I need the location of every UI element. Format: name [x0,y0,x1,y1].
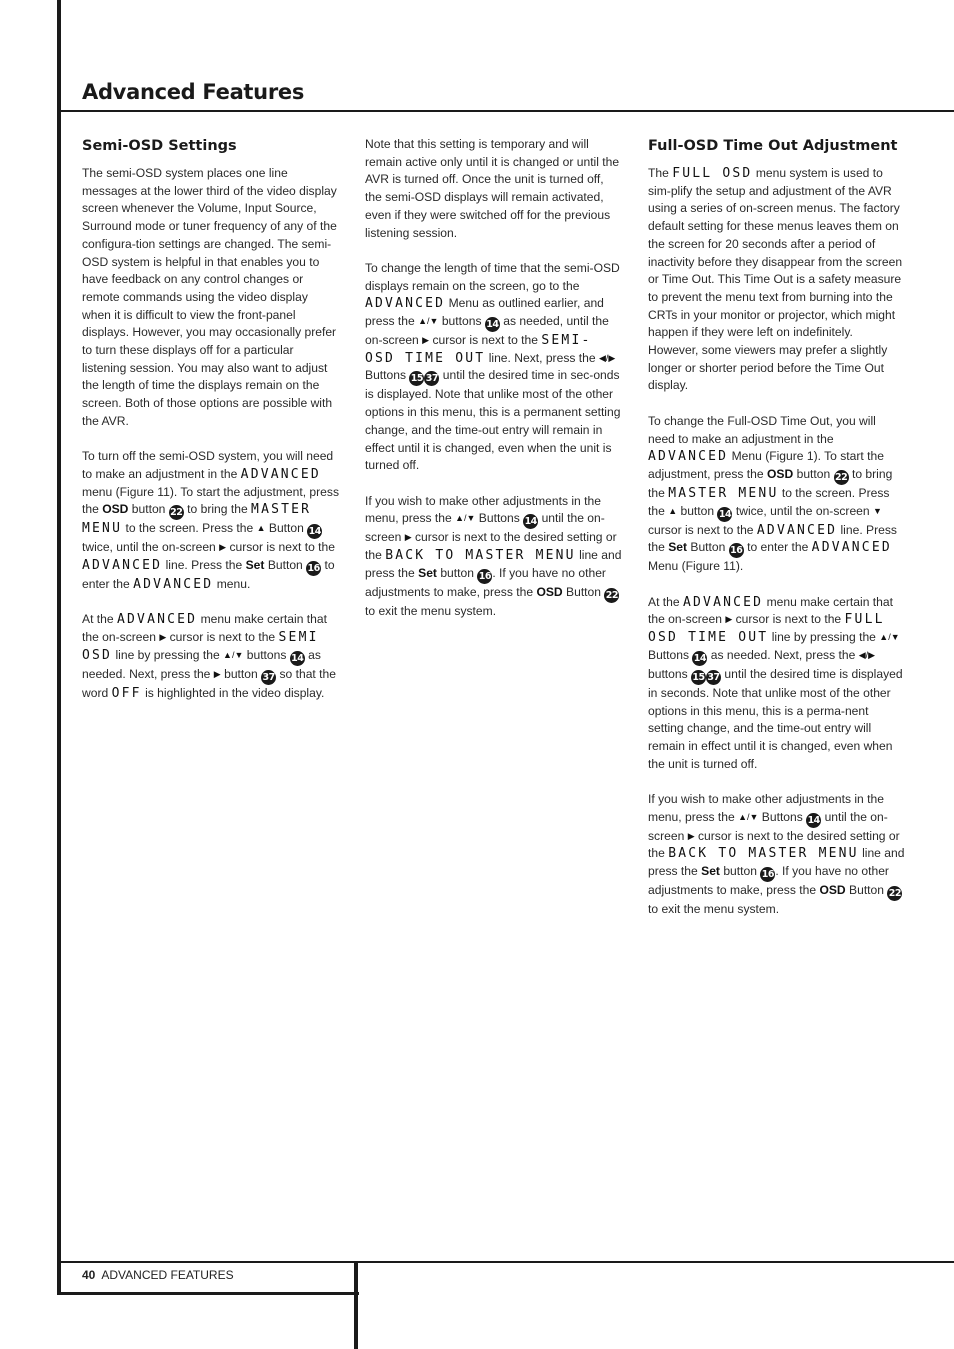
left-right-arrows-icon: ◀/▶ [858,649,876,660]
title-rule [57,110,954,112]
column-2 [365,134,623,638]
right-arrow-icon: ▶ [159,632,167,643]
callout-number: 22 [888,888,901,900]
right-arrow-icon: ▶ [422,335,430,346]
callout-number: 14 [693,652,706,664]
callout-number: 37 [262,671,275,683]
paragraph: To change the length of time that the semi-OSD displays remain on the screen, go to the ADVANCED Menu as outlined earlier, and press the ▲/▼ buttons 14 as needed, until the on-screen ▶ cursor is next to the SEMI- OSD TIME OUT line. Next, press the ◀/▶ Buttons 15 37 until the desired time in sec-onds is displayed. Note that unlike most of the other options in this menu, this is a permanent setting change, and the time-out entry will remain in effect until it is changed, even when the unit is turned off. [365,260,621,473]
callout-number: 37 [425,373,438,385]
paragraph: Note that this setting is temporary and will remain active only until it is changed or until the AVR is turned off. Once the unit is turned off, the semi-OSD displays will remain activated, even if they were switched off for the previous listening session. [365,137,620,240]
lcd-text: FULL OSD [672,166,753,181]
left-margin-bar [57,0,61,1295]
paragraph: If you wish to make other adjustments in the menu, press the ▲/▼ Buttons 14 until the on-screen ▶ cursor is next to the desired setting or the BACK TO MASTER MENU line and press the Set button 16. If you have no other adjustments to make, press the OSD Button 22 to exit the menu system. [365,493,622,618]
callout-number: 16 [307,563,320,575]
lcd-text: BACK TO MASTER MENU [668,846,859,862]
callout-number: 37 [707,671,720,683]
lcd-text: ADVANCED [116,612,198,628]
footer-label: ADVANCED FEATURES [101,1268,234,1282]
down-arrow-icon: ▼ [873,505,882,516]
page-title: Advanced Features [82,80,305,104]
up-down-arrows-icon: ▲/▼ [879,632,900,643]
lcd-text: BACK TO MASTER MENU [385,548,576,564]
lcd-text: FULL OSD TIME OUT [648,612,885,646]
lcd-text: OFF [111,685,142,701]
left-right-arrows-icon: ◀/▶ [598,352,616,363]
lcd-text: ADVANCED [648,449,729,465]
callout-number: 16 [478,570,491,582]
paragraph: To turn off the semi-OSD system, you will need to make an adjustment in the ADVANCED menu (Figure 11). To start the adjustment, press the OSD button 22 to bring the MASTER MENU to the screen. Press the ▲ Button 14 twice, until the on-screen ▶ cursor is next to the ADVANCED line. Press the Set Button 16 to enter the ADVANCED menu. [82,449,339,593]
callout-number: 14 [524,516,537,528]
section-heading-semi-osd: Semi-OSD Settings [82,138,237,154]
up-arrow-icon: ▲ [256,523,266,534]
footer-box-rule [57,1292,359,1295]
paragraph: The semi-OSD system places one line messages at the lower third of the video display screen whenever the Volume, Input Source, Surround mode or tuner frequency of any of the configura-tion settings are changed. The semi-OSD system is helpful in that enables you to have feedback on any control changes or remote commands using the video display when it is difficult to view the front-panel displays. However, you may occasionally prefer to turn these displays off for a particular listening session. You may also want to adjust the length of time the displays remain on the screen. Both of those options are possible with the AVR. [82,166,337,428]
right-arrow-icon: ▶ [213,668,221,679]
lcd-text: SEMI- OSD TIME OUT [365,333,592,366]
column-1 [82,134,340,720]
up-down-arrows-icon: ▲/▼ [738,811,759,822]
footer-vertical-bar [354,1261,358,1349]
callout-number: 15 [692,671,705,683]
lcd-text: ADVANCED [133,577,214,593]
up-down-arrows-icon: ▲/▼ [223,649,244,660]
up-arrow-icon: ▲ [668,505,678,516]
lcd-text: ADVANCED [811,540,892,556]
callout-number: 14 [718,508,732,520]
lcd-text: ADVANCED [756,522,838,538]
callout-number: 16 [761,869,774,881]
lcd-text: MASTER MENU [668,485,779,501]
right-arrow-icon: ▶ [404,532,412,543]
page-number: 40 [82,1268,96,1282]
section-heading-full-osd: Full-OSD Time Out Adjustment [648,138,898,154]
right-arrow-icon: ▶ [219,542,227,553]
callout-number: 22 [170,507,183,519]
paragraph: To change the Full-OSD Time Out, you will need to make an adjustment in the ADVANCED Menu (Figure 1). To start the adjustment, press the OSD button 22 to bring the MASTER MENU to the screen. Press the ▲ button 14 twice, until the on-screen ▼ cursor is next to the ADVANCED line. Press the Set Button 16 to enter the ADVANCED Menu (Figure 11). [648,413,897,574]
lcd-text: ADVANCED [365,296,446,312]
callout-number: 22 [605,589,618,601]
callout-number: 14 [486,319,499,331]
up-down-arrows-icon: ▲/▼ [455,513,476,524]
lcd-text: SEMI OSD [82,630,319,663]
callout-number: 14 [807,814,820,826]
up-down-arrows-icon: ▲/▼ [418,316,439,327]
lcd-text: ADVANCED [82,558,163,574]
lcd-text: ADVANCED [682,594,764,610]
callout-number: 22 [834,471,848,483]
right-arrow-icon: ▶ [725,614,733,625]
paragraph: If you wish to make other adjustments in the menu, press the ▲/▼ Buttons 14 until the on-screen ▶ cursor is next to the desired setting or the BACK TO MASTER MENU line and press the Set button 16. If you have no other adjustments to make, press the OSD Button 22 to exit the menu system. [648,792,905,917]
lcd-text: MASTER MENU [82,502,312,537]
paragraph: At the ADVANCED menu make certain that the on-screen ▶ cursor is next to the SEMI OSD line by pressing the ▲/▼ buttons 14 as needed. Next, press the ▶ button 37 so that the word OFF is highlighted in the video display. [82,612,336,701]
callout-number: 14 [308,526,321,538]
footer [82,1268,234,1282]
footer-rule [57,1261,954,1263]
column-3 [648,134,906,937]
lcd-text: ADVANCED [240,466,321,482]
callout-number: 15 [410,373,423,385]
paragraph: The FULL OSD menu system is used to sim-plify the setup and adjustment of the AVR using a series of on-screen menus. The factory default setting for these menus leaves them on the screen for 20 seconds after a period of inactivity before they disappear from the screen or Time Out. This Time Out is a safety measure to prevent the menu text from burning into the CRTs in your monitor or projector, which might happen if they were left on indefinitely. However, some viewers may prefer a slightly longer or shorter period before the Time Out display. [648,166,903,393]
paragraph: At the ADVANCED menu make certain that the on-screen ▶ cursor is next to the FULL OSD TIME OUT line by pressing the ▲/▼ Buttons 14 as needed. Next, press the ◀/▶ buttons 15 37 until the desired time is displayed in seconds. Note that unlike most of the other options in this menu, this is a perma-nent setting change, and the time-out entry will remain in effect until it is changed, even when the unit is turned off. [648,594,903,771]
right-arrow-icon: ▶ [687,830,695,841]
callout-number: 16 [730,545,743,557]
callout-number: 14 [291,652,304,664]
